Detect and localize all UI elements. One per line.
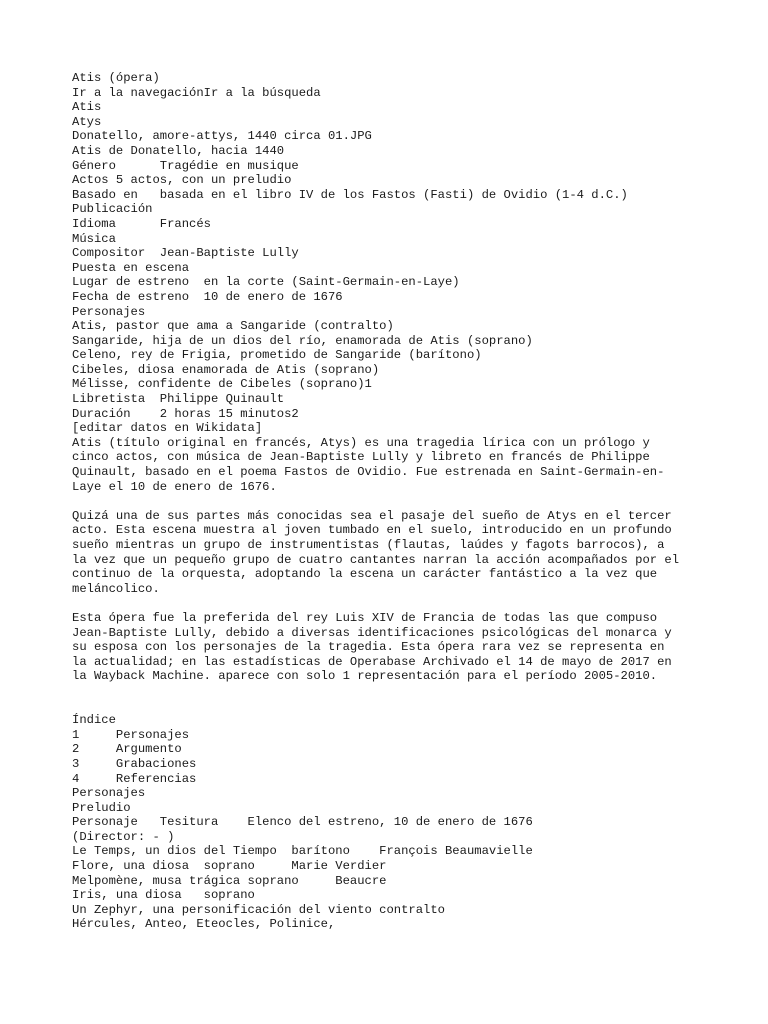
paragraph-spacer bbox=[72, 494, 712, 509]
paragraph-line: continuo de la orquesta, adoptando la escena un carácter fantástico a la vez que bbox=[72, 567, 658, 582]
infobox-based-on-row: Basado en basada en el libro IV de los Fastos (Fasti) de Ovidio (1-4 d.C.) bbox=[72, 187, 628, 202]
paragraph-line: Quinault, basado en el poema Fastos de Ovidio. Fue estrenada en Saint-Germain-en- bbox=[72, 465, 665, 480]
paragraph-spacer bbox=[72, 596, 712, 611]
infobox-image-caption: Atis de Donatello, hacia 1440 bbox=[72, 143, 285, 158]
section-heading: Personajes bbox=[72, 786, 146, 801]
paragraph-line: Laye el 10 de enero de 1676. bbox=[72, 479, 277, 494]
dream-scene-paragraph bbox=[72, 509, 712, 597]
paragraph-line: la actualidad; en las estadísticas de Operabase Archivado el 14 de mayo de 2017 en bbox=[72, 654, 672, 669]
infobox-acts-row: Actos 5 actos, con un preludio bbox=[72, 173, 292, 188]
infobox-staging-header: Puesta en escena bbox=[72, 260, 190, 275]
toc-item-argumento[interactable]: 2 Argumento bbox=[72, 742, 182, 757]
toc-item-referencias[interactable]: 4 Referencias bbox=[72, 771, 197, 786]
table-of-contents bbox=[72, 713, 712, 786]
edit-wikidata-link[interactable]: [editar datos en Wikidata] bbox=[72, 421, 263, 436]
paragraph-line: su esposa con los personajes de la tragedia. Esta ópera rara vez se representa en bbox=[72, 640, 665, 655]
infobox bbox=[72, 100, 712, 436]
infobox-librettist-row: Libretista Philippe Quinault bbox=[72, 392, 285, 407]
infobox-composer-row: Compositor Jean-Baptiste Lully bbox=[72, 246, 299, 261]
roles-section bbox=[72, 786, 712, 932]
document-page bbox=[72, 71, 712, 932]
page-title: Atis (ópera) bbox=[72, 71, 160, 85]
infobox-duration-row: Duración 2 horas 15 minutos2 bbox=[72, 406, 299, 421]
infobox-character: Celeno, rey de Frigia, prometido de Sangaride (barítono) bbox=[72, 348, 482, 363]
skip-navigation-links[interactable]: Ir a la navegaciónIr a la búsqueda bbox=[72, 85, 321, 100]
infobox-character: Cibeles, diosa enamorada de Atis (soprano) bbox=[72, 362, 380, 377]
paragraph-line: sueño mientras un grupo de instrumentistas (flautas, laúdes y fagots barrocos), a bbox=[72, 538, 665, 552]
paragraph-line: Quizá una de sus partes más conocidas sea el pasaje del sueño de Atys en el tercer bbox=[72, 508, 672, 523]
paragraph-line: la Wayback Machine. aparece con solo 1 representación para el período 2005-2010. bbox=[72, 669, 658, 684]
infobox-publication-header: Publicación bbox=[72, 202, 153, 217]
infobox-music-header: Música bbox=[72, 231, 116, 246]
roles-table-director-row: (Director: - ) bbox=[72, 829, 175, 844]
infobox-genre-row: Género Tragédie en musique bbox=[72, 158, 299, 173]
subsection-heading: Preludio bbox=[72, 800, 131, 815]
table-row: Melpomène, musa trágica soprano Beaucre bbox=[72, 873, 387, 888]
intro-paragraph bbox=[72, 436, 712, 494]
table-row: Iris, una diosa soprano bbox=[72, 888, 255, 903]
roles-table-header: Personaje Tesitura Elenco del estreno, 10 de enero de 1676 bbox=[72, 815, 533, 830]
table-row: Flore, una diosa soprano Marie Verdier bbox=[72, 859, 387, 874]
infobox-original-name: Atys bbox=[72, 114, 102, 129]
infobox-premiere-date-row: Fecha de estreno 10 de enero de 1676 bbox=[72, 289, 343, 304]
toc-title: Índice bbox=[72, 713, 116, 728]
infobox-character: Atis, pastor que ama a Sangaride (contralto) bbox=[72, 319, 394, 334]
paragraph-line: Atis (título original en francés, Atys) es una tragedia lírica con un prólogo y bbox=[72, 435, 650, 450]
paragraph-line: Jean-Baptiste Lully, debido a diversas identificaciones psicológicas del monarca y bbox=[72, 625, 672, 640]
toc-item-personajes[interactable]: 1 Personajes bbox=[72, 727, 190, 742]
toc-item-grabaciones[interactable]: 3 Grabaciones bbox=[72, 756, 197, 771]
paragraph-line: meláncolico. bbox=[72, 581, 160, 596]
infobox-characters-header: Personajes bbox=[72, 304, 146, 319]
paragraph-line: la vez que un pequeño grupo de cuatro cantantes narran la acción acompañados por el bbox=[72, 552, 680, 567]
table-row: Hércules, Anteo, Eteocles, Polinice, bbox=[72, 917, 336, 932]
infobox-language-row: Idioma Francés bbox=[72, 216, 211, 231]
table-row: Un Zephyr, una personificación del viento contralto bbox=[72, 902, 445, 917]
louis-xiv-paragraph bbox=[72, 611, 712, 684]
paragraph-line: cinco actos, con música de Jean-Baptiste Lully y libreto en francés de Philippe bbox=[72, 450, 650, 465]
infobox-premiere-place-row: Lugar de estreno en la corte (Saint-Germain-en-Laye) bbox=[72, 275, 460, 290]
infobox-image-link[interactable]: Donatello, amore-attys, 1440 circa 01.JPG bbox=[72, 129, 372, 144]
paragraph-spacer bbox=[72, 684, 712, 699]
paragraph-line: Esta ópera fue la preferida del rey Luis XIV de Francia de todas las que compuso bbox=[72, 610, 658, 625]
paragraph-line: acto. Esta escena muestra al joven tumbado en el suelo, introducido en un profundo bbox=[72, 523, 672, 538]
table-row: Le Temps, un dios del Tiempo barítono François Beaumavielle bbox=[72, 844, 533, 859]
paragraph-spacer bbox=[72, 699, 712, 714]
infobox-character: Mélisse, confidente de Cibeles (soprano)1 bbox=[72, 377, 372, 392]
infobox-character: Sangaride, hija de un dios del río, enamorada de Atis (soprano) bbox=[72, 333, 533, 348]
infobox-name: Atis bbox=[72, 100, 102, 115]
